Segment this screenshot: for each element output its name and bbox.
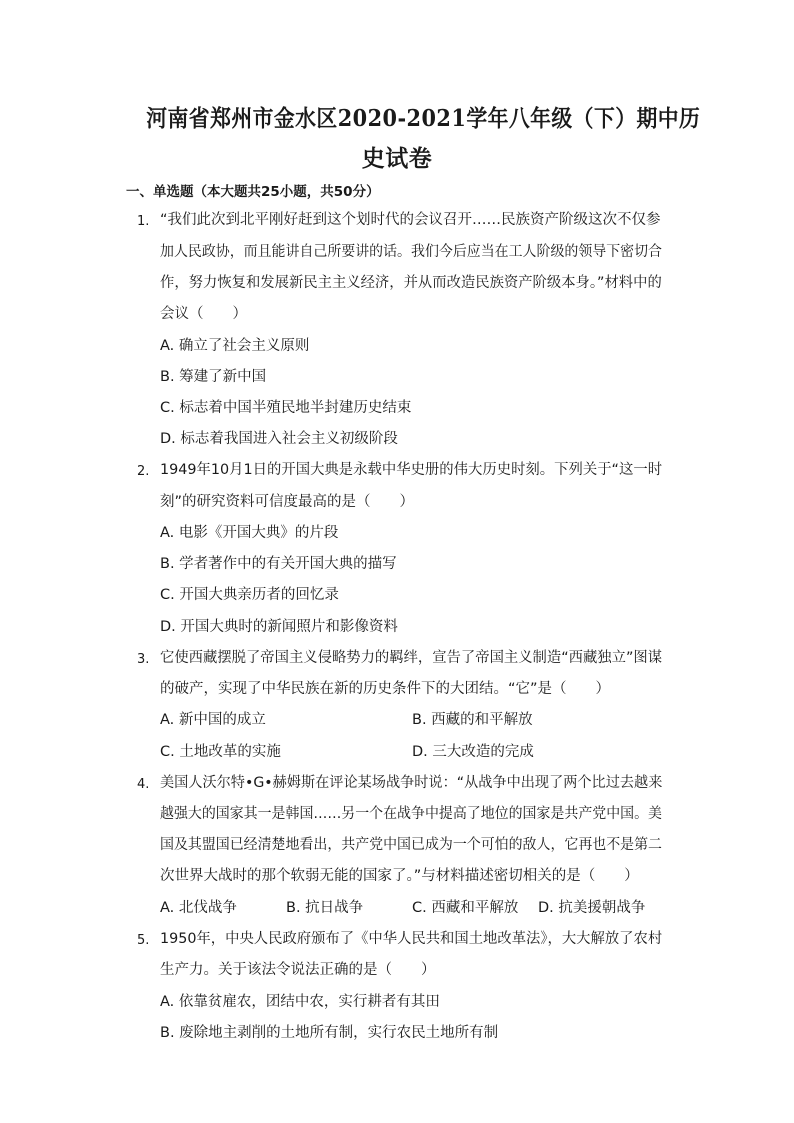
- question-1-option-b: B. 筹建了新中国: [160, 369, 267, 385]
- question-1-option-d: D. 标志着我国进入社会主义初级阶段: [160, 431, 398, 447]
- question-2-number: 2.: [137, 464, 150, 479]
- question-4-text-line: 越强大的国家其一是韩国……另一个在战争中提高了地位的国家是共产党中国。美: [160, 806, 663, 822]
- exam-title-line-2: 史试卷: [361, 145, 433, 172]
- question-3-option-b: B. 西藏的和平解放: [412, 712, 533, 728]
- question-4-option-c: C. 西藏和平解放: [412, 900, 519, 916]
- question-2-option-a: A. 电影《开国大典》的片段: [160, 525, 339, 541]
- question-1-option-a: A. 确立了社会主义原则: [160, 338, 310, 354]
- exam-title-line-1: 河南省郑州市金水区2020-2021学年八年级（下）期中历: [146, 105, 701, 132]
- question-3-option-c: C. 土地改革的实施: [160, 744, 281, 760]
- question-3-option-d: D. 三大改造的完成: [412, 744, 534, 760]
- question-1-text-line: 加人民政协，而且能讲自己所要讲的话。我们今后应当在工人阶级的领导下密切合: [160, 244, 663, 260]
- question-2-text-line: 1949年10月1日的开国大典是永载中华史册的伟大历史时刻。下列关于“这一时: [160, 462, 663, 478]
- question-2-option-c: C. 开国大典亲历者的回忆录: [160, 587, 339, 603]
- question-2-option-d: D. 开国大典时的新闻照片和影像资料: [160, 619, 398, 635]
- question-4-number: 4.: [137, 777, 150, 792]
- question-5-number: 5.: [137, 933, 150, 948]
- question-5-text-line: 生产力。关于该法令说法正确的是（ ）: [160, 962, 436, 978]
- question-4-option-a: A. 北伐战争: [160, 900, 237, 916]
- question-3-option-a: A. 新中国的成立: [160, 712, 266, 728]
- question-4-text-line: 美国人沃尔特•G•赫姆斯在评论某场战争时说：“从战争中出现了两个比过去越来: [160, 775, 663, 791]
- question-1-text-line: “我们此次到北平刚好赶到这个划时代的会议召开……民族资产阶级这次不仅参: [160, 212, 661, 228]
- question-4-text-line: 次世界大战时的那个软弱无能的国家了。”与材料描述密切相关的是（ ）: [160, 868, 639, 884]
- question-4-option-b: B. 抗日战争: [286, 900, 364, 916]
- question-1-option-c: C. 标志着中国半殖民地半封建历史结束: [160, 400, 412, 416]
- question-1-text-line: 作，努力恢复和发展新民主主义经济，并从而改造民族资产阶级本身。”材料中的: [160, 275, 662, 291]
- question-5-option-b: B. 废除地主剥削的土地所有制，实行农民土地所有制: [160, 1025, 499, 1041]
- question-3-text-line: 的破产，实现了中华民族在新的历史条件下的大团结。“它”是（ ）: [160, 681, 611, 697]
- question-1-text-line: 会议（ ）: [160, 306, 247, 322]
- question-5-option-a: A. 依靠贫雇农，团结中农，实行耕者有其田: [160, 994, 440, 1010]
- section-heading: 一、单选题（本大题共25小题，共50分）: [126, 184, 380, 200]
- question-2-text-line: 刻”的研究资料可信度最高的是（ ）: [160, 494, 415, 510]
- question-4-text-line: 国及其盟国已经清楚地看出，共产党中国已成为一个可怕的敌人，它再也不是第二: [160, 837, 663, 853]
- question-2-option-b: B. 学者著作中的有关开国大典的描写: [160, 556, 397, 572]
- question-3-text-line: 它使西藏摆脱了帝国主义侵略势力的羁绊，宣告了帝国主义制造“西藏独立”图谋: [160, 650, 663, 666]
- question-5-text-line: 1950年，中央人民政府颁布了《中华人民共和国土地改革法》，大大解放了农村: [160, 931, 663, 947]
- question-3-number: 3.: [137, 652, 150, 667]
- question-4-option-d: D. 抗美援朝战争: [538, 900, 646, 916]
- question-1-number: 1.: [137, 214, 150, 229]
